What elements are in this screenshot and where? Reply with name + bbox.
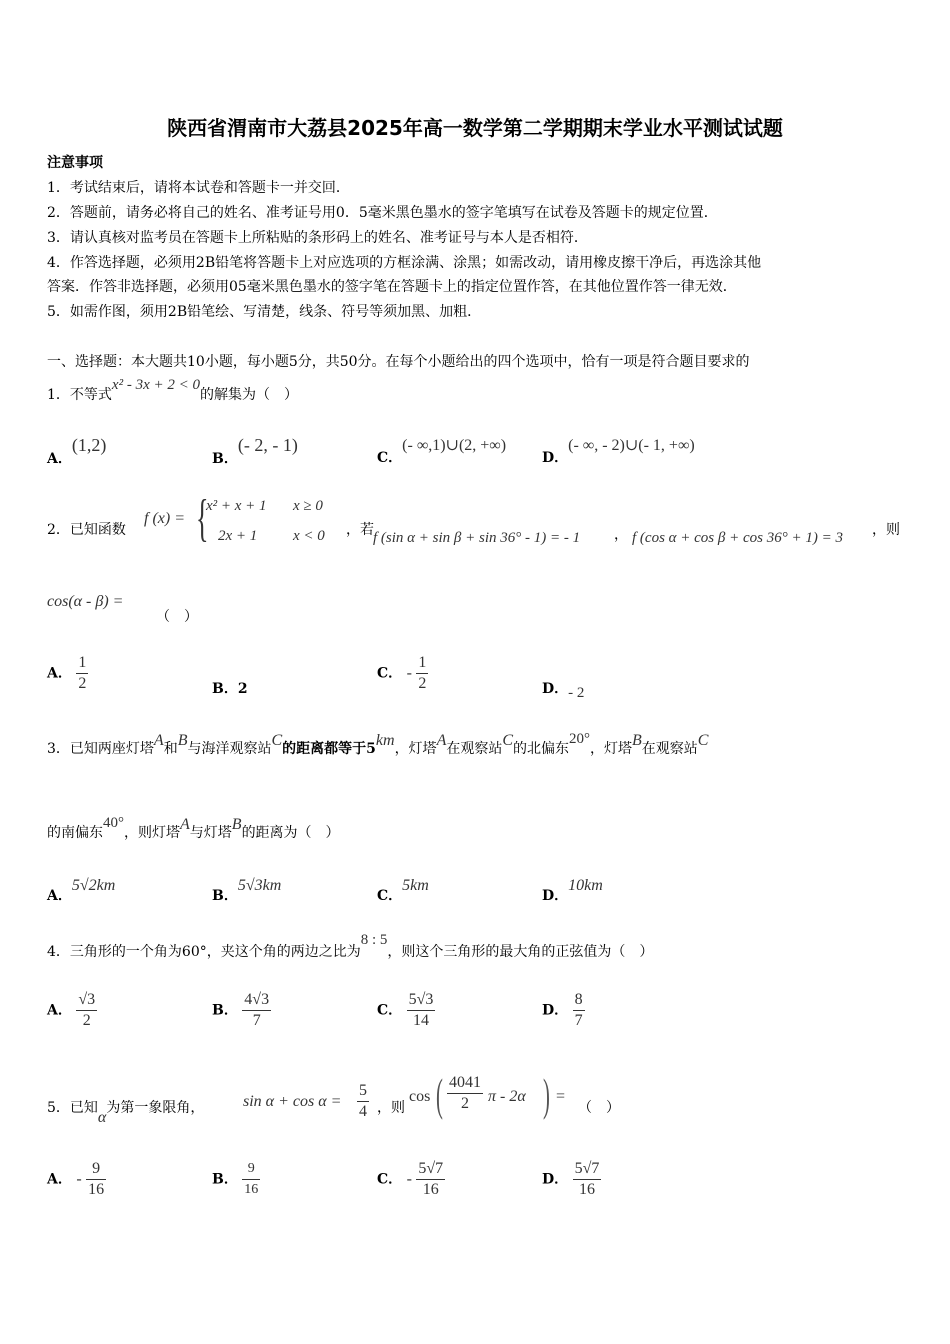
q5-option-a[interactable]: A． - $\frac{9}{16}$ [47, 1160, 105, 1198]
q5-right-paren: ) [543, 1069, 550, 1120]
question-3-line-2: 的南偏东40°，则灯塔A与灯塔B的距离为（ ） [47, 815, 340, 841]
question-1 [47, 377, 298, 404]
q3-option-d[interactable]: D．10km [542, 877, 603, 904]
notice-item-5: 答案．作答非选择题，必须用05毫米黑色墨水的签字笔在答题卡上的指定位置作答，在其他位置作答一律无效． [47, 279, 737, 295]
q2-paren: （ ） [156, 609, 198, 625]
option-sign: - [406, 664, 412, 682]
q3-option-b[interactable]: B．5√3km [212, 877, 282, 904]
q2-option-c[interactable] [377, 653, 428, 694]
option-value: (- ∞,1)∪(2, +∞) [402, 437, 507, 454]
lighthouse-a: A [153, 732, 164, 749]
q2-pre: 已知函数 [69, 522, 126, 538]
option-value: (- 2, - 1) [237, 435, 298, 455]
q5-equals: = [556, 1088, 566, 1105]
option-value: (1,2) [71, 435, 107, 455]
option-label: A． [47, 451, 72, 467]
q5-alpha: α [97, 1109, 107, 1126]
notice-item-4: 4．作答选择题，必须用2B铅笔将答题卡上对应选项的方框涂满、涂黑；如需改动，请用橡皮擦干净后，再选涂其他 [47, 255, 762, 271]
option-label: C． [377, 665, 403, 682]
q1-option-b[interactable] [212, 435, 298, 467]
q1-pre: 不等式 [69, 387, 112, 403]
section-heading: 一、选择题：本大题共10小题，每小题5分，共50分。在每个小题给出的四个选项中，恰有一项是符合题目要求的 [47, 354, 750, 370]
q1-number: 1． [47, 387, 70, 403]
question-5-lead: 5．已知α为第一象限角， [47, 1100, 205, 1126]
q4-option-a[interactable]: A． $\frac{√3}{2}$ [47, 991, 96, 1029]
q5-option-b[interactable]: B． $\frac{9}{16}$ [212, 1159, 260, 1200]
q5-inner-fraction: $\frac{4041}{2}$ [449, 1074, 481, 1112]
q5-option-c[interactable]: C． - $\frac{5√7}{16}$ [377, 1160, 444, 1198]
option-label: A． [47, 665, 72, 682]
q2-function-name: f (x) = [144, 510, 185, 527]
q2-mid: ，若 [346, 522, 374, 538]
page-title: 陕西省渭南市大荔县2025年高一数学第二学期期末学业水平测试试题 [167, 116, 783, 140]
q1-post: 的解集为（ ） [199, 387, 298, 403]
q5-condition: sin α + cos α = [243, 1093, 342, 1110]
q3-option-c[interactable]: C．5km [377, 877, 429, 904]
q1-option-a[interactable] [47, 435, 107, 467]
q2-option-a[interactable] [47, 653, 88, 694]
q4-option-d[interactable]: D． $\frac{8}{7}$ [542, 991, 583, 1029]
notice-item-1: 1．考试结束后，请将本试卷和答题卡一并交回． [47, 180, 350, 196]
option-value: 2 [237, 681, 248, 697]
option-value: (- ∞, - 2)∪(- 1, +∞) [568, 437, 695, 454]
q5-inner-rest: π - 2α [488, 1088, 526, 1105]
q4-option-b[interactable]: B． $\frac{4√3}{7}$ [212, 991, 270, 1029]
q2-brace: { [196, 490, 209, 547]
q2-equation-1: f (sin α + sin β + sin 36° - 1) = - 1 [373, 530, 581, 546]
lighthouse-b: B [177, 732, 188, 749]
q2-post: ，则 [872, 522, 900, 538]
option-label: D． [542, 681, 569, 697]
q2-cond-2: x < 0 [293, 528, 325, 544]
option-label: B． [212, 451, 238, 467]
question-2-lead [47, 519, 126, 539]
q2-ask: cos(α - β) = [47, 593, 124, 610]
option-label: C． [377, 450, 403, 466]
q1-option-d[interactable] [542, 435, 695, 466]
q1-option-c[interactable] [377, 435, 507, 466]
option-label: D． [542, 450, 569, 466]
option-label: B． [212, 681, 238, 697]
notice-item-3: 3．请认真核对监考员在答题卡上所粘贴的条形码上的姓名、准考证号与本人是否相符． [47, 230, 588, 246]
q2-comma: ， [614, 527, 628, 543]
q1-expression: x² - 3x + 2 < 0 [111, 377, 200, 393]
q2-case-1: x² + x + 1 [206, 498, 267, 514]
q5-then: ，则 [377, 1100, 405, 1116]
q5-paren: （ ） [578, 1100, 620, 1116]
q5-option-d[interactable]: D． $\frac{5√7}{16}$ [542, 1160, 600, 1198]
q2-cond-1: x ≥ 0 [293, 498, 323, 514]
notice-heading: 注意事项 [47, 155, 103, 171]
q4-option-c[interactable]: C． $\frac{5√3}{14}$ [377, 991, 434, 1029]
q2-case-2: 2x + 1 [218, 528, 258, 544]
q2-equation-2: f (cos α + cos β + cos 36° + 1) = 3 [632, 530, 843, 546]
station-c: C [271, 732, 283, 749]
q2-number: 2． [47, 522, 70, 538]
q4-ratio: 8 : 5 [360, 932, 388, 948]
q5-condition-fraction: $\frac{5}{4}$ [359, 1082, 367, 1120]
q2-option-b[interactable] [212, 678, 248, 698]
question-3-line-1: 3．已知两座灯塔A和B与海洋观察站C的距离都等于5km，灯塔A在观察站C的北偏东20°，灯塔B在观察站C [47, 731, 709, 757]
option-fraction: $\frac{1}{2}$ [418, 654, 427, 692]
q2-option-d[interactable] [542, 678, 585, 701]
q5-cos: cos [409, 1088, 431, 1105]
notice-item-6: 5．如需作图，须用2B铅笔绘、写清楚，线条、符号等须加黑、加粗． [47, 304, 482, 320]
q3-option-a[interactable]: A．5√2km [47, 877, 116, 904]
question-4: 4．三角形的一个角为60°，夹这个角的两边之比为8 : 5，则这个三角形的最大角的正弦值为（ ） [47, 932, 654, 960]
option-value: - 2 [568, 685, 585, 701]
q5-left-paren: ( [436, 1069, 443, 1120]
notice-item-2: 2．答题前，请务必将自己的姓名、准考证号用0．5毫米黑色墨水的签字笔填写在试卷及答题卡的规定位置． [47, 205, 718, 221]
option-fraction: $\frac{1}{2}$ [78, 654, 87, 692]
